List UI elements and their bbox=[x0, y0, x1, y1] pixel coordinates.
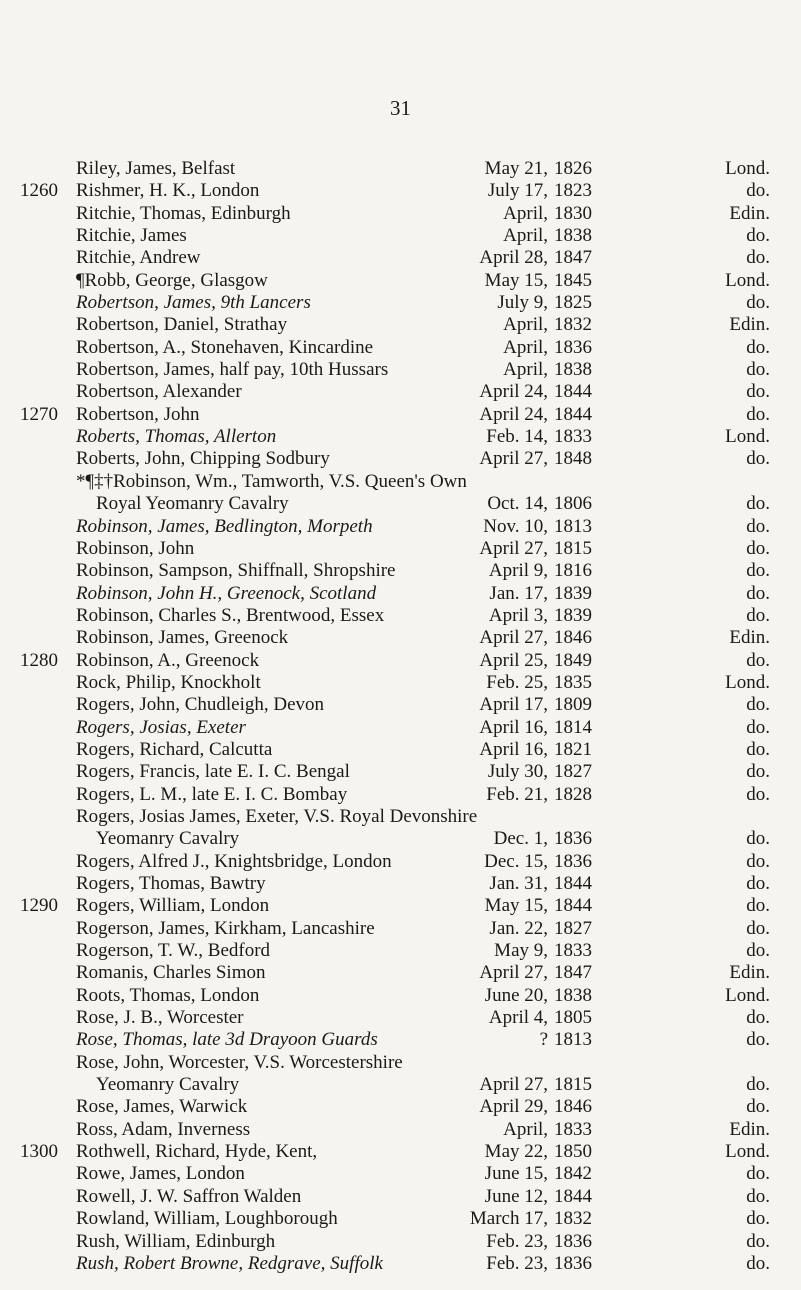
entry-row bbox=[0, 314, 801, 336]
entry-place: Edin. bbox=[729, 962, 770, 984]
entry-name: Rishmer, H. K., London bbox=[76, 180, 260, 202]
entry-name: Royal Yeomanry Cavalry bbox=[96, 493, 289, 515]
entry-row bbox=[0, 270, 801, 292]
entry-date: April 25, bbox=[479, 649, 548, 671]
entry-row bbox=[0, 918, 801, 940]
entry-place: do. bbox=[746, 1163, 770, 1185]
entry-date: March 17, bbox=[469, 1208, 548, 1230]
entry-date: July 9, bbox=[497, 292, 548, 314]
entry-date: May 15, bbox=[484, 895, 548, 917]
entry-row bbox=[0, 851, 801, 873]
entry-year: 1833 bbox=[554, 940, 592, 962]
entry-date: April 24, bbox=[479, 381, 548, 403]
entry-date: April 27, bbox=[479, 627, 548, 649]
entry-row bbox=[0, 895, 801, 917]
entry-row bbox=[0, 560, 801, 582]
entry-place: do. bbox=[746, 448, 770, 470]
entry-date: April 16, bbox=[479, 738, 548, 760]
entry-place: do. bbox=[746, 917, 770, 939]
entry-year: 1839 bbox=[554, 604, 592, 626]
entry-name: Rose, Thomas, late 3d Drayoon Guards bbox=[76, 1029, 378, 1051]
entry-name: Ross, Adam, Inverness bbox=[76, 1118, 251, 1140]
register-entries bbox=[0, 158, 801, 1275]
entry-date: Jan. 31, bbox=[489, 873, 548, 894]
entry-date: April 27, bbox=[479, 962, 548, 984]
entry-name: Rush, William, Edinburgh bbox=[76, 1230, 276, 1252]
entry-name: Rogers, L. M., late E. I. C. Bombay bbox=[76, 783, 348, 805]
entry-row bbox=[0, 694, 801, 716]
entry-year: 1821 bbox=[554, 738, 592, 760]
entry-row bbox=[0, 672, 801, 694]
entry-name: Riley, James, Belfast bbox=[76, 158, 236, 179]
entry-date: Jan. 22, bbox=[489, 917, 548, 939]
entry-date: June 15, bbox=[484, 1163, 548, 1185]
entry-place: do. bbox=[746, 359, 770, 381]
entry-row bbox=[0, 247, 801, 269]
entry-year: 1814 bbox=[554, 716, 592, 738]
entry-name: Rock, Philip, Knockholt bbox=[76, 671, 261, 693]
entry-date: July 30, bbox=[487, 761, 548, 783]
entry-place: do. bbox=[746, 604, 770, 626]
entry-date: June 20, bbox=[484, 984, 548, 1006]
entry-name: Rogers, Francis, late E. I. C. Bengal bbox=[76, 761, 350, 783]
entry-year: 1813 bbox=[554, 1029, 592, 1051]
entry-year: 1848 bbox=[554, 448, 592, 470]
entry-row bbox=[0, 1186, 801, 1208]
entry-name: Rogers, Josias, Exeter bbox=[76, 716, 246, 738]
entry-place: do. bbox=[746, 247, 770, 269]
entry-place: do. bbox=[746, 649, 770, 671]
entry-place: do. bbox=[746, 1096, 770, 1118]
entry-year: 1849 bbox=[554, 649, 592, 671]
entry-date: Feb. 21, bbox=[486, 783, 548, 805]
entry-name: Robertson, James, 9th Lancers bbox=[76, 292, 311, 314]
entry-year: 1809 bbox=[554, 694, 592, 716]
entry-name: Rowell, J. W. Saffron Walden bbox=[76, 1185, 302, 1207]
entry-date: Feb. 25, bbox=[486, 671, 548, 693]
entry-date: Jan. 17, bbox=[489, 582, 548, 604]
entry-date: Nov. 10, bbox=[483, 515, 548, 537]
entry-place: do. bbox=[746, 873, 770, 894]
entry-name: Robinson, James, Bedlington, Morpeth bbox=[76, 515, 373, 537]
entry-name: Rogerson, T. W., Bedford bbox=[76, 940, 271, 962]
entry-place: do. bbox=[746, 828, 770, 850]
entry-name: Rose, James, Warwick bbox=[76, 1096, 248, 1118]
entry-date: July 17, bbox=[487, 180, 548, 202]
entry-row bbox=[0, 292, 801, 314]
entry-name: Rogers, John, Chudleigh, Devon bbox=[76, 694, 325, 716]
entry-row bbox=[0, 1119, 801, 1141]
entry-row bbox=[0, 583, 801, 605]
entry-year: 1836 bbox=[554, 1230, 592, 1252]
entry-row bbox=[0, 761, 801, 783]
entry-name: Robinson, John H., Greenock, Scotland bbox=[76, 582, 377, 604]
entry-date: April 16, bbox=[479, 716, 548, 738]
entry-name: Rogerson, James, Kirkham, Lancashire bbox=[76, 917, 375, 939]
entry-row bbox=[0, 650, 801, 672]
entry-row bbox=[0, 337, 801, 359]
entry-row bbox=[0, 1096, 801, 1118]
entry-year: 1823 bbox=[554, 180, 592, 202]
entry-row bbox=[0, 985, 801, 1007]
entry-date: April 17, bbox=[479, 694, 548, 716]
entry-name: Romanis, Charles Simon bbox=[76, 962, 266, 984]
entry-year: 1844 bbox=[554, 895, 592, 917]
entry-place: do. bbox=[746, 694, 770, 716]
entry-year: 1832 bbox=[554, 314, 592, 336]
entry-number: 1260 bbox=[20, 180, 58, 202]
entry-name: Rogers, Richard, Calcutta bbox=[76, 738, 273, 760]
entry-year: 1850 bbox=[554, 1141, 592, 1163]
entry-row bbox=[0, 1231, 801, 1253]
entry-place: do. bbox=[746, 292, 770, 314]
entry-row bbox=[0, 381, 801, 403]
entry-row bbox=[0, 1141, 801, 1163]
entry-date: Dec. 15, bbox=[484, 850, 548, 872]
entry-row bbox=[0, 1007, 801, 1029]
entry-name: Rogers, William, London bbox=[76, 895, 270, 917]
entry-place: do. bbox=[746, 940, 770, 962]
entry-row bbox=[0, 828, 801, 850]
entry-year: 1845 bbox=[554, 269, 592, 291]
entry-name: *¶‡†Robinson, Wm., Tamworth, V.S. Queen's Own bbox=[76, 470, 467, 492]
entry-name: Robertson, A., Stonehaven, Kincardine bbox=[76, 336, 374, 358]
entry-year: 1836 bbox=[554, 828, 592, 850]
entry-name: Roots, Thomas, London bbox=[76, 984, 260, 1006]
entry-date: May 22, bbox=[484, 1141, 548, 1163]
entry-row bbox=[0, 784, 801, 806]
entry-date: April 24, bbox=[479, 403, 548, 425]
entry-date: April 29, bbox=[479, 1096, 548, 1118]
entry-place: do. bbox=[746, 381, 770, 403]
entry-year: 1836 bbox=[554, 1252, 592, 1274]
entry-name: Robinson, John bbox=[76, 537, 195, 559]
entry-year: 1806 bbox=[554, 493, 592, 515]
entry-date: April, bbox=[503, 314, 548, 336]
entry-year: 1839 bbox=[554, 582, 592, 604]
entry-date: May 15, bbox=[484, 269, 548, 291]
entry-year: 1815 bbox=[554, 537, 592, 559]
entry-year: 1846 bbox=[554, 627, 592, 649]
entry-name: Rose, John, Worcester, V.S. Worcestershire bbox=[76, 1051, 403, 1073]
entry-date: April 9, bbox=[488, 560, 548, 582]
entry-name: Robinson, James, Greenock bbox=[76, 627, 289, 649]
entry-year: 1847 bbox=[554, 247, 592, 269]
entry-place: do. bbox=[746, 1230, 770, 1252]
entry-row bbox=[0, 962, 801, 984]
entry-date: April 28, bbox=[479, 247, 548, 269]
entry-date: May 9, bbox=[494, 940, 548, 962]
entry-name: Robertson, John bbox=[76, 403, 200, 425]
entry-name: Rush, Robert Browne, Redgrave, Suffolk bbox=[76, 1252, 383, 1274]
entry-row bbox=[0, 717, 801, 739]
entry-date: April 27, bbox=[479, 448, 548, 470]
entry-row bbox=[0, 493, 801, 515]
entry-place: do. bbox=[746, 1185, 770, 1207]
entry-row bbox=[0, 1029, 801, 1051]
entry-row bbox=[0, 1074, 801, 1096]
entry-row bbox=[0, 471, 801, 493]
entry-date: April 27, bbox=[479, 537, 548, 559]
entry-row bbox=[0, 873, 801, 895]
entry-place: do. bbox=[746, 895, 770, 917]
entry-year: 1844 bbox=[554, 403, 592, 425]
entry-row bbox=[0, 180, 801, 202]
entry-year: 1844 bbox=[554, 1185, 592, 1207]
entry-name: Rose, J. B., Worcester bbox=[76, 1007, 244, 1029]
entry-place: Edin. bbox=[729, 1118, 770, 1140]
entry-name: Rogers, Alfred J., Knightsbridge, London bbox=[76, 850, 392, 872]
entry-year: 1816 bbox=[554, 560, 592, 582]
entry-row bbox=[0, 404, 801, 426]
entry-year: 1825 bbox=[554, 292, 592, 314]
entry-name: Robinson, A., Greenock bbox=[76, 649, 260, 671]
entry-year: 1828 bbox=[554, 783, 592, 805]
entry-year: 1830 bbox=[554, 202, 592, 224]
entry-place: Edin. bbox=[729, 314, 770, 336]
entry-row bbox=[0, 605, 801, 627]
entry-name: Ritchie, Thomas, Edinburgh bbox=[76, 202, 291, 224]
entry-place: do. bbox=[746, 225, 770, 247]
entry-date: Feb. 23, bbox=[486, 1230, 548, 1252]
entry-name: Rowland, William, Loughborough bbox=[76, 1208, 338, 1230]
entry-date: April 27, bbox=[479, 1074, 548, 1096]
entry-year: 1842 bbox=[554, 1163, 592, 1185]
entry-year: 1836 bbox=[554, 850, 592, 872]
entry-name: Yeomanry Cavalry bbox=[96, 828, 240, 850]
entry-row bbox=[0, 806, 801, 828]
entry-place: Lond. bbox=[725, 671, 770, 693]
entry-name: Ritchie, Andrew bbox=[76, 247, 201, 269]
entry-place: do. bbox=[746, 1208, 770, 1230]
entry-date: June 12, bbox=[484, 1185, 548, 1207]
entry-row bbox=[0, 739, 801, 761]
entry-year: 1813 bbox=[554, 515, 592, 537]
entry-place: do. bbox=[746, 560, 770, 582]
entry-date: April 3, bbox=[488, 604, 548, 626]
entry-year: 1833 bbox=[554, 426, 592, 448]
entry-name: Roberts, Thomas, Allerton bbox=[76, 426, 277, 448]
entry-place: do. bbox=[746, 336, 770, 358]
entry-row bbox=[0, 426, 801, 448]
entry-place: do. bbox=[746, 1007, 770, 1029]
entry-number: 1280 bbox=[20, 649, 58, 671]
entry-place: do. bbox=[746, 761, 770, 783]
entry-place: Lond. bbox=[725, 1141, 770, 1163]
entry-name: Robertson, Alexander bbox=[76, 381, 242, 403]
entry-place: Edin. bbox=[729, 627, 770, 649]
page-number: 31 bbox=[390, 96, 411, 120]
entry-name: Rogers, Josias James, Exeter, V.S. Royal Devonshire bbox=[76, 805, 478, 827]
entry-place: do. bbox=[746, 1029, 770, 1051]
entry-year: 1838 bbox=[554, 984, 592, 1006]
entry-place: do. bbox=[746, 783, 770, 805]
entry-place: do. bbox=[746, 738, 770, 760]
entry-year: 1827 bbox=[554, 917, 592, 939]
entry-name: ¶Robb, George, Glasgow bbox=[76, 269, 268, 291]
entry-place: Edin. bbox=[729, 202, 770, 224]
entry-name: Robertson, James, half pay, 10th Hussars bbox=[76, 359, 389, 381]
entry-year: 1838 bbox=[554, 225, 592, 247]
entry-date: April 4, bbox=[488, 1007, 548, 1029]
entry-row bbox=[0, 203, 801, 225]
entry-year: 1838 bbox=[554, 359, 592, 381]
entry-year: 1836 bbox=[554, 336, 592, 358]
entry-row bbox=[0, 1163, 801, 1185]
entry-name: Robinson, Sampson, Shiffnall, Shropshire bbox=[76, 560, 396, 582]
entry-place: Lond. bbox=[725, 158, 770, 179]
entry-place: Lond. bbox=[725, 984, 770, 1006]
entry-date: Feb. 23, bbox=[486, 1252, 548, 1274]
entry-year: 1844 bbox=[554, 873, 592, 894]
entry-year: 1835 bbox=[554, 671, 592, 693]
entry-row bbox=[0, 940, 801, 962]
entry-row bbox=[0, 538, 801, 560]
entry-year: 1826 bbox=[554, 158, 592, 179]
entry-year: 1805 bbox=[554, 1007, 592, 1029]
entry-date: April, bbox=[503, 336, 548, 358]
entry-year: 1846 bbox=[554, 1096, 592, 1118]
entry-row bbox=[0, 516, 801, 538]
entry-name: Roberts, John, Chipping Sodbury bbox=[76, 448, 330, 470]
entry-place: do. bbox=[746, 1252, 770, 1274]
entry-number: 1290 bbox=[20, 895, 58, 917]
entry-row bbox=[0, 1052, 801, 1074]
entry-place: do. bbox=[746, 180, 770, 202]
entry-row bbox=[0, 1253, 801, 1275]
entry-row bbox=[0, 1208, 801, 1230]
entry-number: 1300 bbox=[20, 1141, 58, 1163]
entry-place: do. bbox=[746, 850, 770, 872]
entry-row bbox=[0, 225, 801, 247]
entry-number: 1270 bbox=[20, 403, 58, 425]
entry-place: do. bbox=[746, 537, 770, 559]
entry-row bbox=[0, 158, 801, 180]
entry-name: Rothwell, Richard, Hyde, Kent, bbox=[76, 1141, 318, 1163]
entry-place: Lond. bbox=[725, 426, 770, 448]
entry-name: Rowe, James, London bbox=[76, 1163, 245, 1185]
entry-date: Dec. 1, bbox=[493, 828, 548, 850]
entry-place: do. bbox=[746, 716, 770, 738]
entry-date: April, bbox=[503, 359, 548, 381]
entry-place: do. bbox=[746, 493, 770, 515]
entry-place: do. bbox=[746, 582, 770, 604]
entry-year: 1815 bbox=[554, 1074, 592, 1096]
entry-date: Oct. 14, bbox=[487, 493, 548, 515]
entry-year: 1827 bbox=[554, 761, 592, 783]
entry-row bbox=[0, 448, 801, 470]
entry-place: Lond. bbox=[725, 269, 770, 291]
entry-date: April, bbox=[503, 225, 548, 247]
entry-place: do. bbox=[746, 403, 770, 425]
entry-date: April, bbox=[503, 1118, 548, 1140]
entry-date: ? bbox=[539, 1029, 548, 1051]
entry-place: do. bbox=[746, 1074, 770, 1096]
entry-row bbox=[0, 359, 801, 381]
entry-year: 1844 bbox=[554, 381, 592, 403]
entry-name: Rogers, Thomas, Bawtry bbox=[76, 873, 266, 894]
entry-place: do. bbox=[746, 515, 770, 537]
entry-date: May 21, bbox=[484, 158, 548, 179]
entry-year: 1832 bbox=[554, 1208, 592, 1230]
entry-date: Feb. 14, bbox=[486, 426, 548, 448]
entry-name: Robertson, Daniel, Strathay bbox=[76, 314, 288, 336]
entry-name: Robinson, Charles S., Brentwood, Essex bbox=[76, 604, 385, 626]
entry-year: 1833 bbox=[554, 1118, 592, 1140]
entry-name: Ritchie, James bbox=[76, 225, 187, 247]
entry-row bbox=[0, 627, 801, 649]
entry-date: April, bbox=[503, 202, 548, 224]
entry-name: Yeomanry Cavalry bbox=[96, 1074, 240, 1096]
entry-year: 1847 bbox=[554, 962, 592, 984]
